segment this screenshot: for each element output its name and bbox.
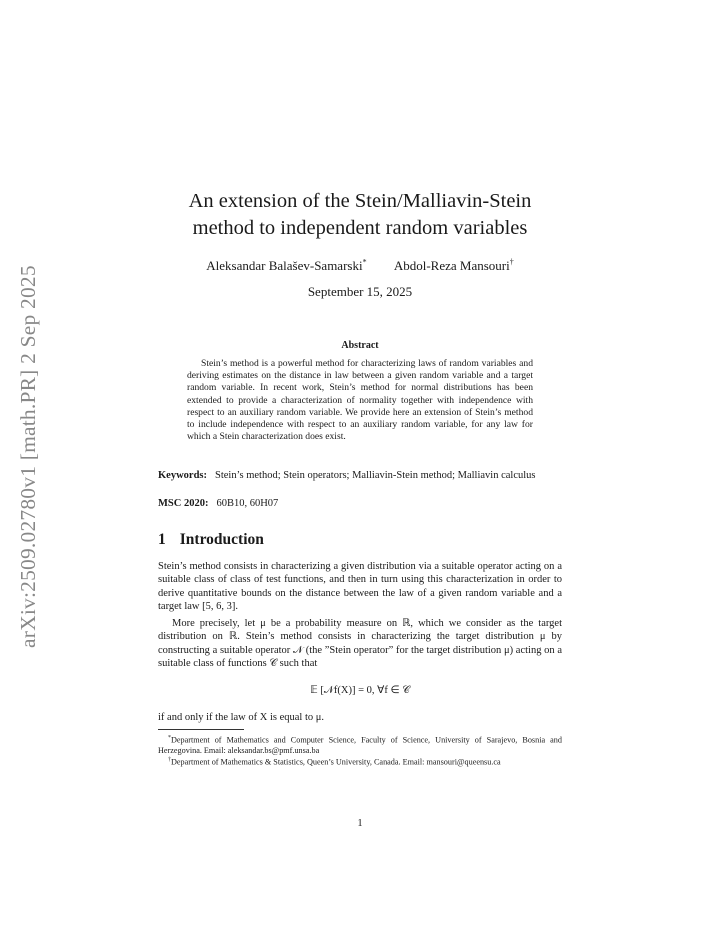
title-line-2: method to independent random variables [192,217,528,239]
msc-text: 60B10, 60H07 [216,498,279,509]
paper-title [0,188,720,242]
footnote-1 [158,733,562,756]
author-2 [394,258,514,273]
footnote-2 [158,755,562,768]
footnote-2-mark: † [168,757,171,763]
intro-paragraph-3: if and only if the law of X is equal to μ. [158,712,325,723]
page-number: 1 [357,818,363,829]
footnote-rule [158,729,244,730]
keywords-label: Keywords: [158,470,207,481]
section-heading [158,531,264,549]
intro-paragraph-2: More precisely, let μ be a probability measure on ℝ, which we consider as the target distribution on ℝ. Stein’s method consists in characterizing the target distribution μ by constructing a suitable operator 𝒩 (the ”Stein operator” for the target distribution μ) acting on a suitable class of functions 𝒞 such that [158,618,562,670]
author-2-mark: † [509,258,514,267]
footnote-2-text: Department of Mathematics & Statistics, Queen’s University, Canada. Email: mansouri@queensu.ca [171,757,501,767]
msc-label: MSC 2020: [158,498,209,509]
msc-classification [158,497,562,511]
abstract-heading: Abstract [341,340,379,351]
author-1-mark: * [362,258,367,267]
section-number: 1 [158,531,166,548]
section-title: Introduction [179,531,264,548]
keywords [158,469,562,483]
stein-equation: 𝔼 [𝒩f(X)] = 0, ∀f ∈ 𝒞 [310,685,410,696]
intro-paragraph-1: Stein’s method consists in characterizing a given distribution via a suitable operator acting on a suitable class of class of test functions, and then in turn using this characterization in order to derive quantitative bounds on the distance between the law of a given random variable and a target law [5, 6, 3]. [158,561,562,613]
arxiv-identifier-stamp: arXiv:2509.02780v1 [math.PR] 2 Sep 2025 [16,265,40,648]
author-1-name: Aleksandar Balašev-Samarski [206,258,363,274]
keywords-text: Stein’s method; Stein operators; Malliavin-Stein method; Malliavin calculus [215,470,536,481]
abstract-text: Stein’s method is a powerful method for characterizing laws of random variables and deriving estimates on the distance in law between a given random variable and a target random variable. In recent work, Stein’s method for normal distributions has been extended to provide a characterization of normality together with independence with respect to an auxiliary random variable. We provide here an extension of Stein’s method to include independence with respect to an auxiliary random variable, for any law for which a Stein characterization does exist. [187,358,533,443]
author-1 [206,258,366,273]
author-2-name: Abdol-Reza Mansouri [393,258,510,274]
footnote-1-mark: * [168,735,171,741]
paper-date: September 15, 2025 [307,284,413,299]
author-list [0,258,720,274]
title-line-1: An extension of the Stein/Malliavin-Stein [188,190,532,212]
footnote-1-text: Department of Mathematics and Computer Science, Faculty of Science, University of Sarajevo, Bosnia and Herzegovina. Email: aleksandar.bs@pmf.unsa.ba [158,735,562,756]
